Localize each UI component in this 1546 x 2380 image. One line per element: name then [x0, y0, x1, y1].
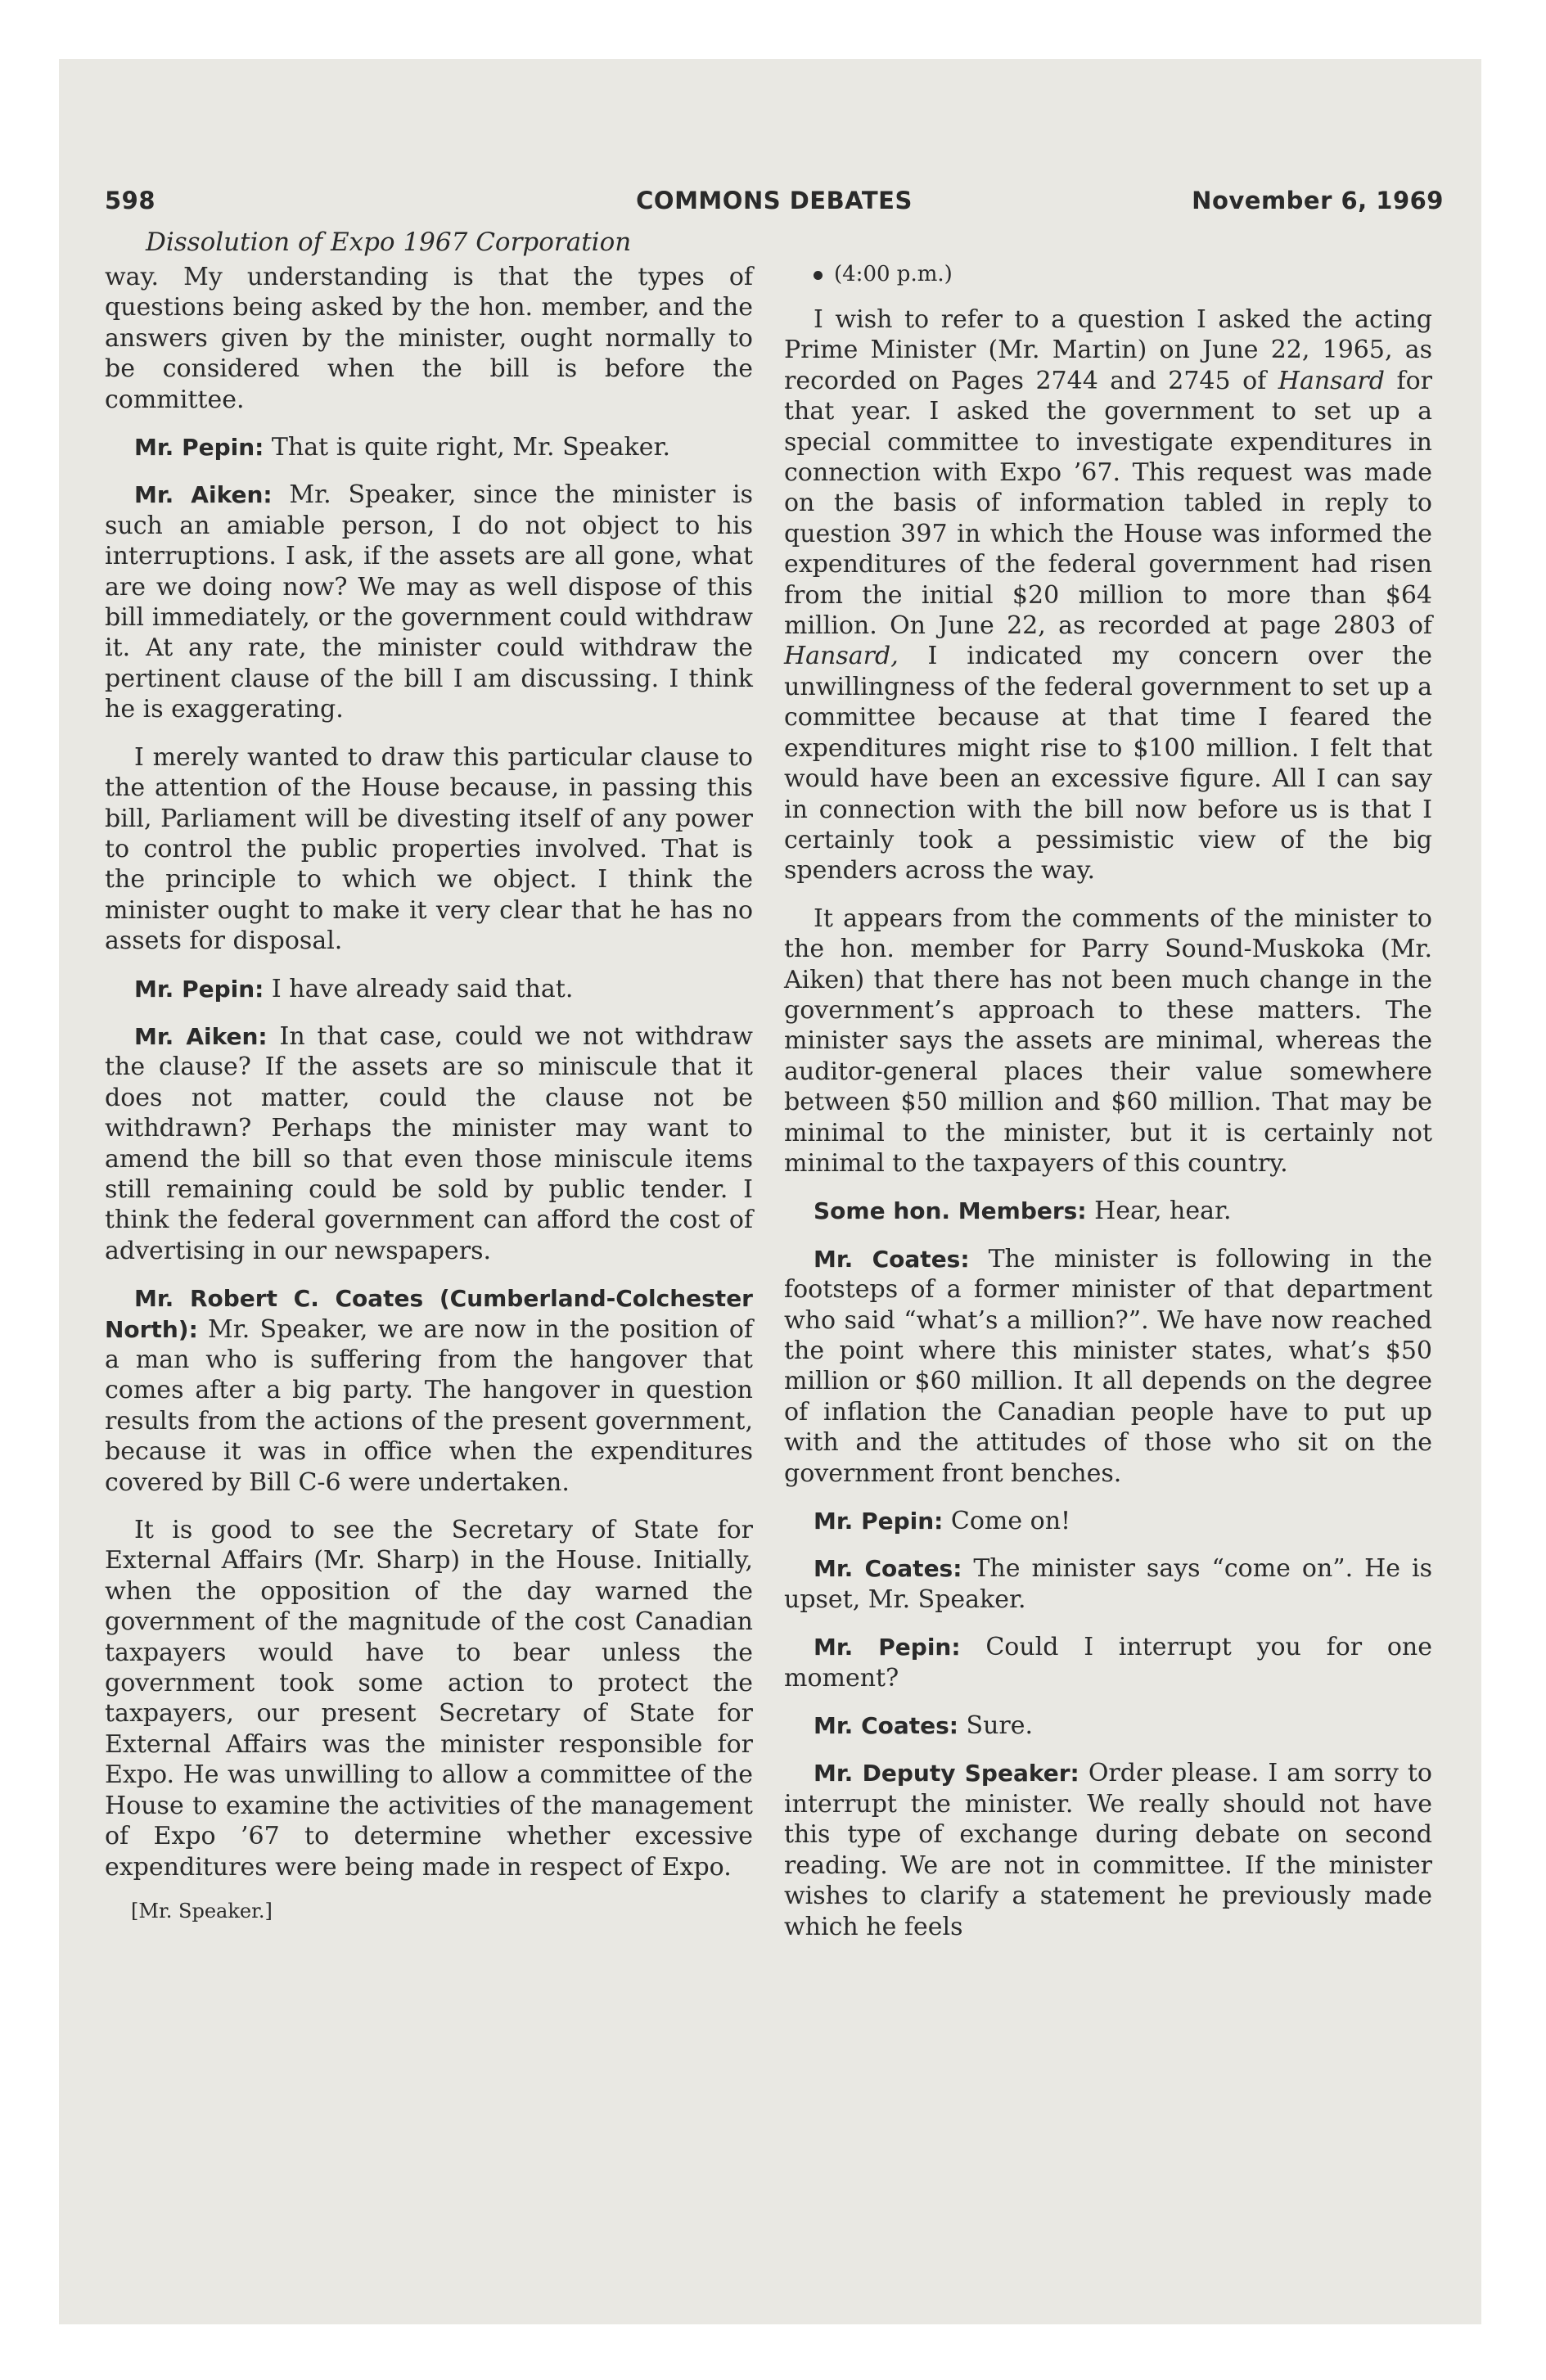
speech-coates-1 — [105, 1283, 753, 1498]
speech-aiken-2 — [105, 1021, 753, 1266]
speech-pepin-3 — [784, 1506, 1432, 1536]
speech-pepin-2 — [105, 974, 753, 1004]
text-run: I indicated my concern over the unwillingness of the federal government to set up a committee because at that time I feared the expenditures might rise to $100 million. I felt that would have been an excessive figure. All I can say in connection with the bill now before us is that I certainly took a pessimistic view of the big spenders across the way. — [784, 642, 1432, 886]
speaker-name: Mr. Deputy Speaker: — [814, 1760, 1079, 1787]
hansard-page — [105, 187, 1444, 2265]
hansard-italic: Hansard — [1278, 366, 1385, 395]
paragraph: It appears from the comments of the minister to the hon. member for Parry Sound-Muskoka (Mr. Aiken) that there has not been much change in the government’s approach to these matters. The minister says the assets are minimal, whereas the auditor-general places their value somewhere between $50 million and $60 million. That may be minimal to the minister, but it is certainly not minimal to the taxpayers of this country. — [784, 904, 1432, 1178]
speech-text: Mr. Speaker, since the minister is such an amiable person, I do not object to his interruptions. I ask, if the assets are all gone, what are we doing now? We may as well dispose of this bill immediately, or the government could withdraw it. At any rate, the minister could withdraw the pertinent clause of the bill I am discussing. I think he is exaggerating. — [105, 480, 753, 724]
page-number: 598 — [105, 187, 156, 214]
speech-text: The minister is following in the footsteps of a former minister of that department who said “what’s a million?”. We have now reached the point where this minister states, what’s $50 million or $60 million. It all depends on the degree of inflation the Canadian people have to put up with and the attitudes of those who sit on the government front benches. — [784, 1244, 1432, 1488]
time-stamp — [814, 262, 1432, 286]
paragraph — [784, 304, 1432, 886]
text-run: I wish to refer to a question I asked the acting Prime Minister (Mr. Martin) on June 22, 1965, as recorded on Pages 2744 and 2745 of — [784, 305, 1432, 395]
speech-pepin-4 — [784, 1632, 1432, 1693]
speech-text: Hear, hear. — [1094, 1197, 1232, 1226]
speaker-name: Mr. Aiken: — [134, 481, 273, 509]
speech-deputy-speaker — [784, 1758, 1432, 1941]
time-stamp-text: (4:00 p.m.) — [834, 262, 953, 286]
header-date: November 6, 1969 — [1192, 187, 1444, 214]
speaker-footnote: [Mr. Speaker.] — [131, 1899, 273, 1922]
speech-text: In that case, could we not withdraw the clause? If the assets are so miniscule that it does not matter, could the clause not be withdrawn? Perhaps the minister may want to amend the bill so that even those miniscule items still remaining could be sold by public tender. I think the federal government can afford the cost of advertising in our newspapers. — [105, 1021, 753, 1265]
speech-text: The minister says “come on”. He is upset, Mr. Speaker. — [784, 1554, 1433, 1614]
speaker-name: Mr. Pepin: — [134, 434, 264, 462]
speech-text: Mr. Speaker, we are now in the position of a man who is suffering from the hangover that comes after a big party. The hangover in question results from the actions of the present government, because it was in office when the expenditures covered by Bill C-6 were undertaken. — [105, 1314, 753, 1497]
bullet-icon — [814, 271, 823, 280]
speech-coates-4 — [784, 1711, 1432, 1741]
hansard-italic: Hansard, — [784, 642, 899, 671]
speaker-name: Some hon. Members: — [814, 1197, 1087, 1225]
paragraph: It is good to see the Secretary of State for External Affairs (Mr. Sharp) in the House. Initially, when the opposition of the day warned the government of the magnitude of the cost Canadian taxpayers would have to bear unless the government took some action to protect the taxpayers, our present Secretary of State for External Affairs was the minister responsible for Expo. He was unwilling to allow a committee of the House to examine the activities of the management of Expo ’67 to determine whether excessive expenditures were being made in respect of Expo. — [105, 1516, 753, 1882]
speaker-name: Mr. Robert C. Coates (Cumberland-Colchester North): — [105, 1285, 753, 1343]
right-column — [784, 262, 1432, 1959]
running-head — [105, 187, 1444, 224]
speech-coates-2 — [784, 1244, 1432, 1489]
speech-text: Come on! — [950, 1507, 1071, 1536]
speech-text: Sure. — [966, 1711, 1034, 1741]
speech-text: That is quite right, Mr. Speaker. — [271, 433, 671, 462]
paragraph: I merely wanted to draw this particular clause to the attention of the House because, in passing this bill, Parliament will be divesting itself of any power to control the public properties involved. That is the principle to which we object. I think the minister ought to make it very clear that he has no assets for disposal. — [105, 742, 753, 956]
speaker-name: Mr. Pepin: — [134, 975, 264, 1003]
speaker-name: Mr. Coates: — [814, 1555, 962, 1583]
section-title: Dissolution of Expo 1967 Corporation — [146, 228, 632, 257]
speaker-name: Mr. Coates: — [814, 1712, 958, 1740]
speech-aiken-1 — [105, 480, 753, 724]
speaker-name: Mr. Aiken: — [134, 1022, 268, 1050]
speaker-name: Mr. Pepin: — [814, 1508, 944, 1535]
paragraph-continuation: way. My understanding is that the types of questions being asked by the hon. member, and the answers given by the minister, ought normally to be considered when the bill is before the committee. — [105, 263, 753, 414]
journal-title: COMMONS DEBATES — [636, 187, 913, 214]
left-column — [105, 262, 753, 1922]
speech-members — [784, 1196, 1432, 1226]
speech-text: Order please. I am sorry to interrupt the minister. We really should not have this type of exchange during debate on second reading. We are not in committee. If the minister wishes to clarify a statement he previously made which he feels — [784, 1759, 1432, 1941]
speech-text: Could I interrupt you for one moment? — [784, 1633, 1432, 1693]
speech-coates-3 — [784, 1553, 1432, 1615]
speech-pepin-1 — [105, 432, 753, 462]
text-run: for that year. I asked the government to set up a special committee to investigate expenditures in connection with Expo ’67. This request was made on the basis of information tabled in reply to question 397 in which the House was informed the expenditures of the federal government had risen from the initial $20 million to more than $64 million. On June 22, as recorded at page 2803 of — [784, 366, 1433, 641]
speaker-name: Mr. Pepin: — [814, 1634, 961, 1661]
speech-text: I have already said that. — [271, 974, 574, 1003]
speaker-name: Mr. Coates: — [814, 1245, 970, 1273]
